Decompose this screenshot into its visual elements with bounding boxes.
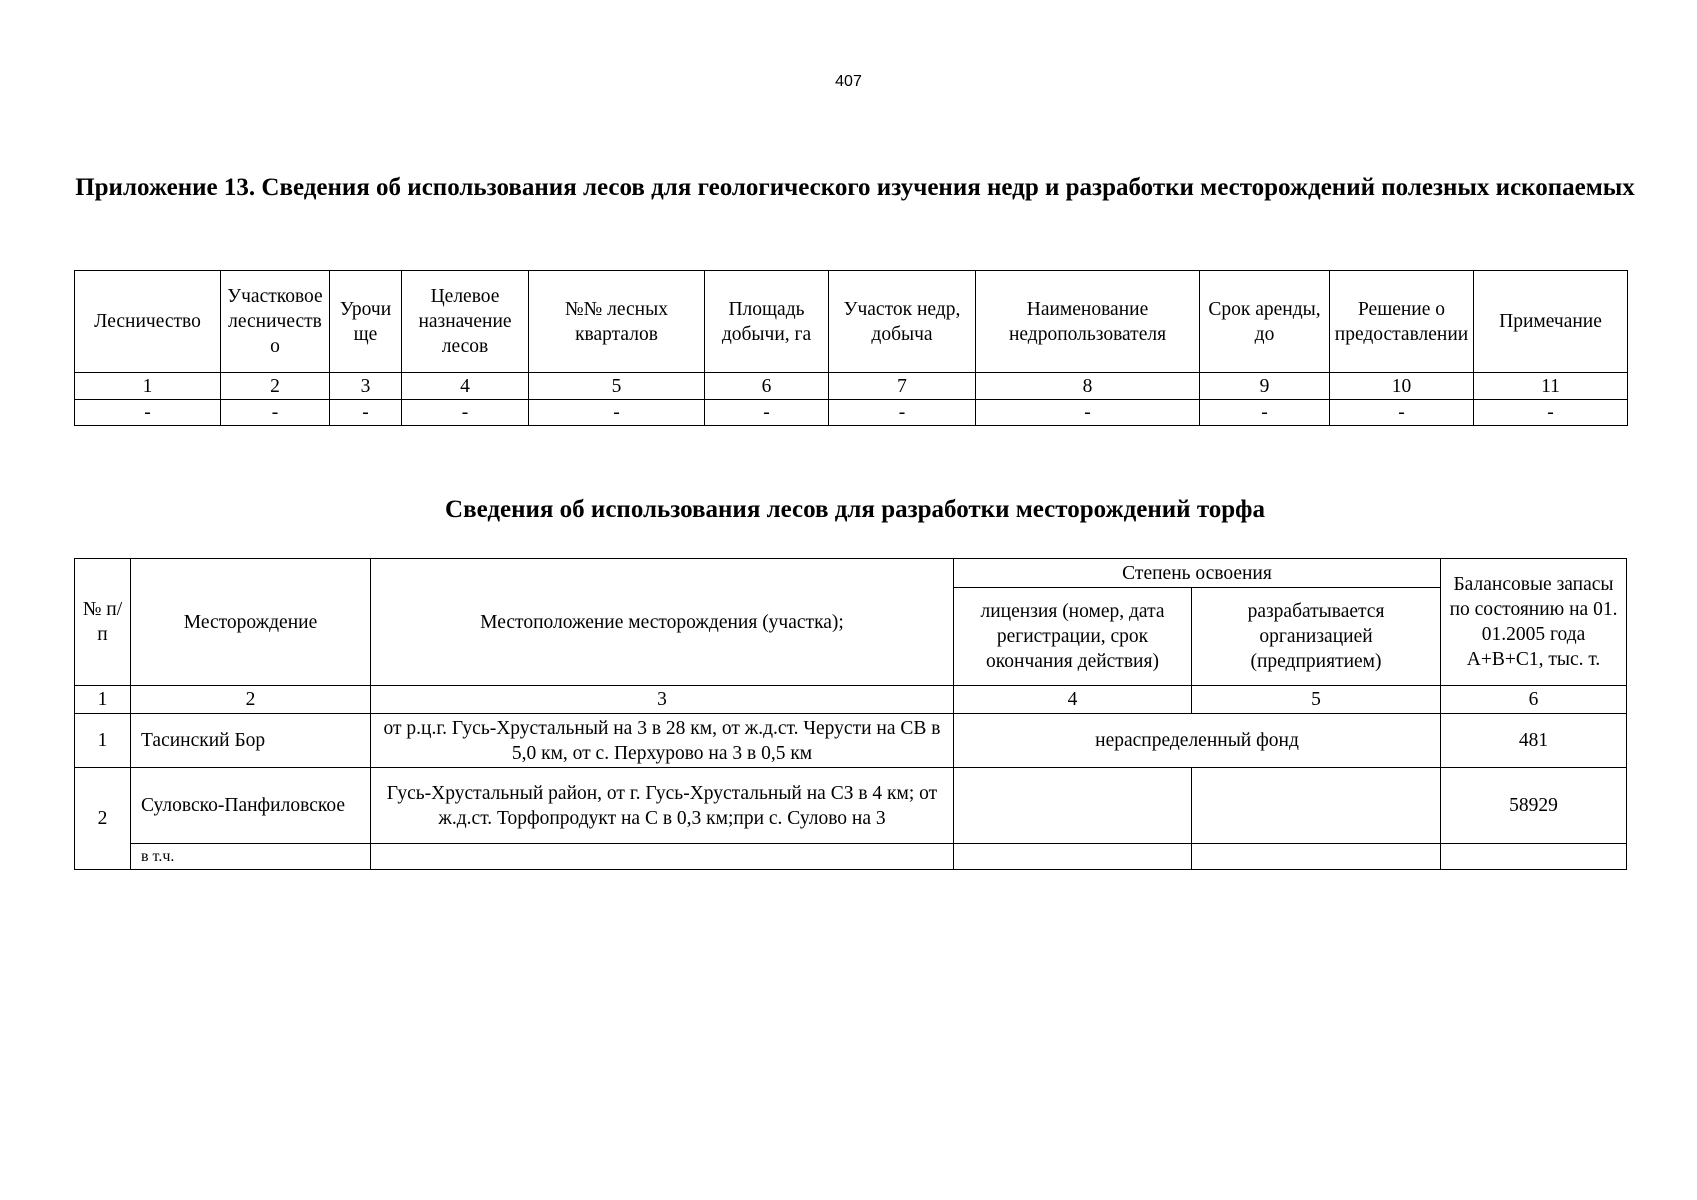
empty-cell bbox=[371, 844, 954, 870]
column-number: 6 bbox=[1441, 686, 1627, 714]
header-cell: Участок недр, добыча bbox=[829, 271, 976, 373]
header-cell: Решение о предоставлении bbox=[1330, 271, 1474, 373]
column-number: 9 bbox=[1200, 373, 1330, 400]
table-cell: - bbox=[330, 400, 402, 426]
row-number: 1 bbox=[75, 714, 131, 768]
table-cell: - bbox=[529, 400, 705, 426]
deposit-location: Гусь-Хрустальный район, от г. Гусь-Хрустальный на СЗ в 4 км; от ж.д.ст. Торфопродукт на С в 0,3 км;при с. Сулово на 3 bbox=[371, 768, 954, 844]
column-number-row bbox=[75, 686, 1627, 714]
table-cell: - bbox=[75, 400, 221, 426]
including-label: в т.ч. bbox=[131, 844, 371, 870]
header-cell: Примечание bbox=[1474, 271, 1628, 373]
column-number: 3 bbox=[371, 686, 954, 714]
organization-cell bbox=[1192, 768, 1441, 844]
development-status: нераспределенный фонд bbox=[954, 714, 1441, 768]
column-number: 4 bbox=[402, 373, 529, 400]
header-cell: Целевое назначение лесов bbox=[402, 271, 529, 373]
column-number: 8 bbox=[976, 373, 1200, 400]
header-cell: Урочище bbox=[330, 271, 402, 373]
deposit-name: Тасинский Бор bbox=[131, 714, 371, 768]
column-number: 11 bbox=[1474, 373, 1628, 400]
column-number: 6 bbox=[705, 373, 829, 400]
table-cell: - bbox=[402, 400, 529, 426]
header-cell: Местоположение месторождения (участка); bbox=[371, 559, 954, 686]
table-row bbox=[75, 714, 1627, 768]
table-header-row bbox=[75, 559, 1627, 588]
table-cell: - bbox=[1474, 400, 1628, 426]
column-number: 2 bbox=[131, 686, 371, 714]
table-cell: - bbox=[221, 400, 330, 426]
header-cell: №№ лесных кварталов bbox=[529, 271, 705, 373]
header-cell: Месторождение bbox=[131, 559, 371, 686]
peat-deposits-table bbox=[74, 558, 1627, 870]
balance-reserves: 58929 bbox=[1441, 768, 1627, 844]
table-cell: - bbox=[705, 400, 829, 426]
appendix-title: Приложение 13. Сведения об использования лесов для геологического изучения недр и разработки месторождений полезных ископаемых bbox=[75, 174, 1635, 201]
column-number: 3 bbox=[330, 373, 402, 400]
header-cell: разрабатывается организацией (предприятием) bbox=[1192, 588, 1441, 686]
table-cell: - bbox=[976, 400, 1200, 426]
license-cell bbox=[954, 768, 1192, 844]
table-cell: - bbox=[829, 400, 976, 426]
page-number: 407 bbox=[835, 73, 862, 90]
header-cell: Наименование недропользователя bbox=[976, 271, 1200, 373]
balance-reserves: 481 bbox=[1441, 714, 1627, 768]
header-cell: № п/п bbox=[75, 559, 131, 686]
row-number: 2 bbox=[75, 768, 131, 870]
header-cell: Срок аренды, до bbox=[1200, 271, 1330, 373]
column-number: 4 bbox=[954, 686, 1192, 714]
deposit-location: от р.ц.г. Гусь-Хрустальный на 3 в 28 км, от ж.д.ст. Черусти на СВ в 5,0 км, от с. Перхурово на 3 в 0,5 км bbox=[371, 714, 954, 768]
header-cell: лицензия (номер, дата регистрации, срок окончания действия) bbox=[954, 588, 1192, 686]
table-cell: - bbox=[1200, 400, 1330, 426]
deposit-name: Суловско-Панфиловское bbox=[131, 768, 371, 844]
header-cell: Степень освоения bbox=[954, 559, 1441, 588]
table-row bbox=[75, 400, 1628, 426]
empty-cell bbox=[1192, 844, 1441, 870]
table-cell: - bbox=[1330, 400, 1474, 426]
header-cell: Лесничество bbox=[75, 271, 221, 373]
column-number-row bbox=[75, 373, 1628, 400]
empty-cell bbox=[954, 844, 1192, 870]
peat-section-title: Сведения об использования лесов для разработки месторождений торфа bbox=[445, 496, 1265, 523]
empty-cell bbox=[1441, 844, 1627, 870]
header-cell: Площадь добычи, га bbox=[705, 271, 829, 373]
column-number: 1 bbox=[75, 686, 131, 714]
column-number: 1 bbox=[75, 373, 221, 400]
table-row bbox=[75, 844, 1627, 870]
column-number: 2 bbox=[221, 373, 330, 400]
column-number: 10 bbox=[1330, 373, 1474, 400]
column-number: 5 bbox=[1192, 686, 1441, 714]
column-number: 7 bbox=[829, 373, 976, 400]
forest-use-geology-table bbox=[74, 270, 1628, 426]
table-header-row bbox=[75, 271, 1628, 373]
header-cell: Балансовые запасы по состоянию на 01. 01.2005 года А+В+С1, тыс. т. bbox=[1441, 559, 1627, 686]
header-cell: Участковое лесничество bbox=[221, 271, 330, 373]
table-row bbox=[75, 768, 1627, 844]
column-number: 5 bbox=[529, 373, 705, 400]
